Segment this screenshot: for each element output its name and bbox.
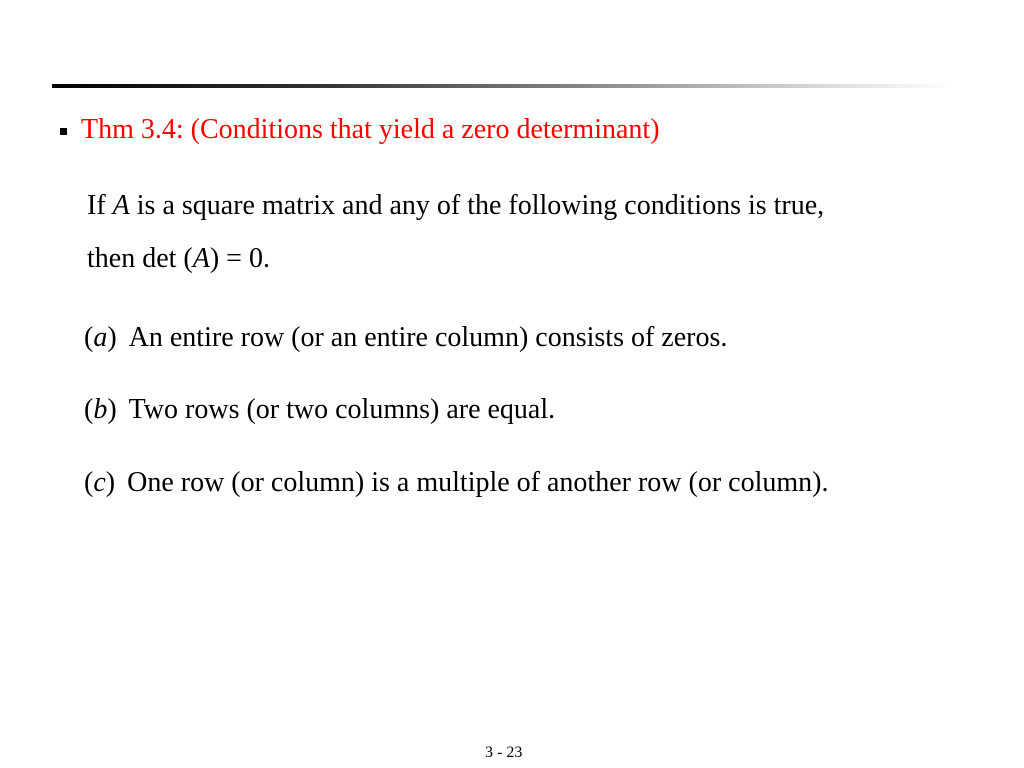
condition-text: One row (or column) is a multiple of another row (or column). (127, 467, 829, 498)
statement-text: then det ( (87, 243, 193, 274)
page-number: 3 - 23 (485, 744, 523, 761)
condition-text: Two rows (or two columns) are equal. (128, 394, 556, 425)
theorem-title: Thm 3.4: (Conditions that yield a zero determinant) (81, 114, 660, 145)
condition-marker: (c) (84, 467, 116, 498)
theorem-statement-line-2 (87, 241, 270, 277)
condition-b (84, 392, 555, 428)
top-divider-rule (52, 84, 952, 88)
condition-marker: (a) (84, 322, 117, 353)
statement-text: ) = 0. (209, 243, 270, 274)
matrix-variable: A (112, 190, 130, 221)
condition-text: An entire row (or an entire column) consists of zeros. (128, 322, 728, 353)
condition-c (84, 465, 828, 501)
statement-text: If (87, 190, 113, 221)
theorem-statement-line-1 (87, 188, 824, 224)
statement-text: is a square matrix and any of the following conditions is true, (129, 190, 825, 221)
condition-a (84, 320, 727, 356)
square-bullet-icon (60, 128, 67, 135)
condition-marker: (b) (84, 394, 117, 425)
matrix-variable: A (192, 243, 210, 274)
